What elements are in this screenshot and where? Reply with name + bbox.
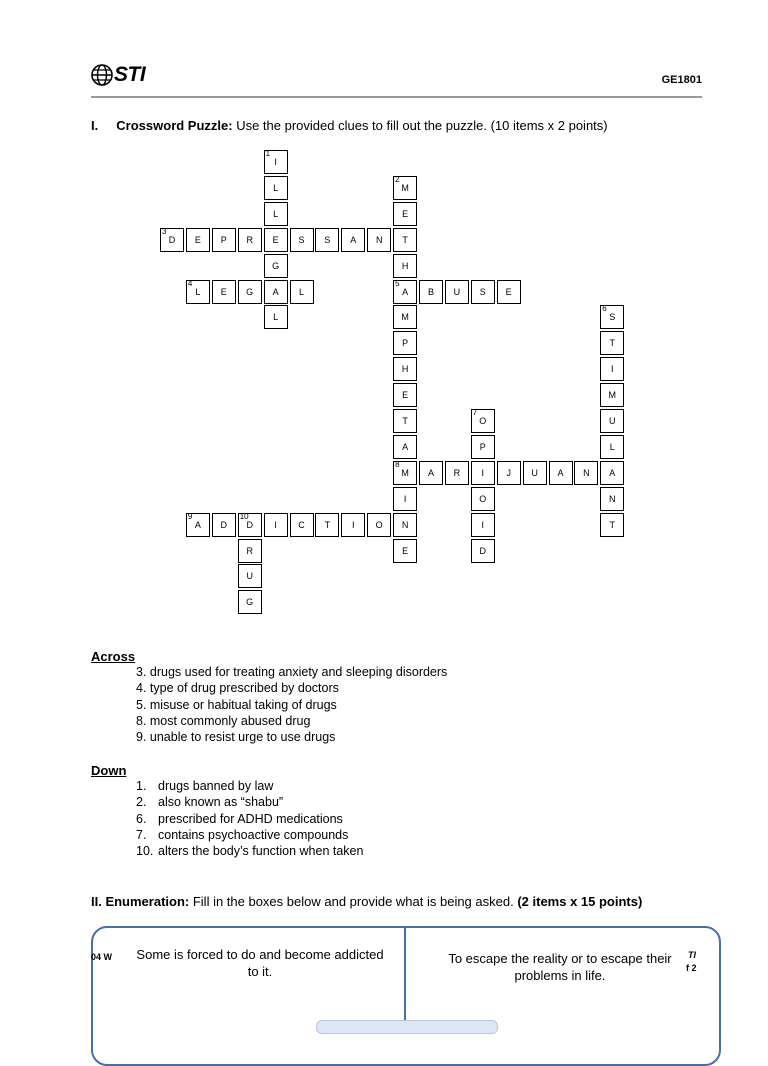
course-code: GE1801	[661, 74, 702, 86]
crossword-cell	[238, 564, 262, 588]
enumeration-right-answer: To escape the reality or to escape their problems in life.	[448, 951, 672, 983]
crossword-clue-number: 3	[162, 226, 167, 236]
crossword-letter: N	[375, 234, 383, 245]
across-clue: 9. unable to resist urge to use drugs	[136, 730, 336, 745]
crossword-letter: J	[506, 467, 511, 478]
crossword-cell	[393, 228, 417, 252]
crossword-letter: T	[324, 519, 331, 530]
crossword-cell	[549, 461, 573, 485]
crossword-cell	[393, 409, 417, 433]
down-heading: Down	[91, 763, 127, 778]
crossword-letter: R	[453, 467, 461, 478]
section2-title: II. Enumeration:	[91, 894, 190, 909]
crossword-cell	[290, 513, 314, 537]
crossword-cell	[393, 280, 417, 304]
crossword-letter: T	[609, 338, 616, 349]
crossword-letter: E	[505, 286, 512, 297]
crossword-letter: E	[402, 208, 409, 219]
crossword-letter: H	[401, 260, 409, 271]
crossword-cell	[523, 461, 547, 485]
crossword-cell	[600, 409, 624, 433]
crossword-clue-number: 8	[395, 459, 400, 469]
across-clue: 4. type of drug prescribed by doctors	[136, 681, 339, 696]
crossword-cell	[212, 280, 236, 304]
footer-fragment-right-top: TI	[688, 950, 696, 960]
down-clue: contains psychoactive compounds	[158, 827, 349, 842]
crossword-cell	[238, 228, 262, 252]
down-clue: alters the body’s function when taken	[158, 844, 364, 859]
crossword-cell	[212, 513, 236, 537]
crossword-letter: G	[246, 286, 254, 297]
crossword-letter: N	[609, 493, 616, 504]
crossword-cell	[264, 176, 288, 200]
crossword-cell	[290, 228, 314, 252]
crossword-cell	[341, 513, 365, 537]
crossword-letter: A	[557, 467, 564, 478]
crossword-letter: T	[609, 519, 616, 530]
crossword-cell	[264, 228, 288, 252]
crossword-cell	[471, 461, 495, 485]
crossword-cell	[471, 513, 495, 537]
crossword-cell	[471, 409, 495, 433]
crossword-cell	[290, 280, 314, 304]
crossword-letter: G	[272, 260, 280, 271]
crossword-cell	[600, 513, 624, 537]
crossword-cell	[393, 202, 417, 226]
crossword-letter: I	[274, 519, 277, 530]
crossword-cell	[367, 513, 391, 537]
crossword-letter: D	[168, 234, 176, 245]
crossword-cell	[600, 305, 624, 329]
crossword-letter: I	[403, 493, 407, 504]
crossword-letter: I	[611, 364, 614, 375]
crossword-cell	[186, 228, 210, 252]
crossword-clue-number: 5	[395, 278, 400, 288]
crossword-cell	[393, 305, 417, 329]
enumeration-divider	[404, 926, 406, 1024]
crossword-cell	[264, 305, 288, 329]
crossword-cell	[393, 383, 417, 407]
crossword-letter: L	[273, 312, 279, 323]
crossword-clue-number: 2	[395, 174, 400, 184]
crossword-letter: M	[401, 182, 409, 193]
crossword-cell	[600, 461, 624, 485]
section1-instruction: Use the provided clues to fill out the puzzle. (10 items x 2 points)	[232, 118, 608, 133]
crossword-letter: O	[375, 519, 383, 530]
crossword-cell	[419, 280, 443, 304]
crossword-letter: U	[531, 467, 538, 478]
crossword-cell	[600, 435, 624, 459]
crossword-letter: R	[246, 545, 253, 556]
crossword-letter: M	[608, 390, 617, 401]
crossword-cell	[315, 513, 339, 537]
crossword-cell	[393, 461, 417, 485]
crossword-cell	[264, 202, 288, 226]
down-clue-number: 7.	[136, 827, 147, 842]
enumeration-left-answer: Some is forced to do and become addicted to it.	[136, 947, 384, 979]
crossword-cell	[600, 331, 624, 355]
crossword-letter: T	[402, 416, 408, 426]
crossword-cell	[238, 539, 262, 563]
crossword-cell	[367, 228, 391, 252]
crossword-cell	[264, 513, 288, 537]
crossword-cell	[445, 280, 469, 304]
crossword-letter: O	[479, 416, 487, 426]
crossword-letter: B	[427, 286, 434, 297]
crossword-cell	[393, 254, 417, 278]
crossword-letter: D	[479, 545, 487, 556]
crossword-clue-number: 9	[187, 511, 193, 521]
crossword-letter: G	[246, 597, 254, 608]
crossword-cell	[238, 280, 262, 304]
crossword-clue-number: 7	[472, 408, 478, 417]
crossword-letter: L	[298, 286, 304, 297]
crossword-cell	[471, 487, 495, 511]
crossword-letter: O	[479, 493, 487, 504]
crossword-letter: I	[481, 467, 485, 478]
crossword-letter: N	[583, 467, 590, 478]
crossword-cell	[393, 539, 417, 563]
crossword-cell	[264, 280, 288, 304]
crossword-letter: S	[479, 286, 486, 297]
crossword-letter: E	[402, 390, 409, 401]
down-clue-number: 1.	[136, 779, 147, 793]
crossword-letter: E	[220, 286, 227, 297]
crossword-letter: P	[402, 338, 409, 349]
crossword-clue-number: 1	[265, 149, 271, 158]
crossword-cell	[186, 513, 210, 537]
crossword-cell	[471, 435, 495, 459]
crossword-cell	[497, 461, 521, 485]
across-clue: 3. drugs used for treating anxiety and sleeping disorders	[136, 665, 448, 679]
crossword-cell	[264, 254, 288, 278]
down-clue-number: 2.	[136, 795, 147, 810]
crossword-letter: A	[427, 467, 434, 478]
section2-heading	[91, 894, 642, 909]
down-clue-number: 6.	[136, 811, 147, 826]
across-clue: 8. most commonly abused drug	[136, 713, 311, 728]
crossword-cell	[600, 357, 624, 381]
crossword-letter: S	[298, 234, 305, 245]
crossword-cell	[393, 357, 417, 381]
bottom-tab	[316, 1020, 498, 1034]
footer-fragment-right-bottom: f 2	[686, 963, 697, 973]
crossword-letter: H	[401, 364, 409, 375]
crossword-letter: I	[352, 519, 355, 530]
crossword-clue-number: 10	[239, 511, 249, 521]
crossword-cell	[238, 513, 262, 537]
down-clue: also known as “shabu”	[158, 795, 284, 810]
logo-text: STI	[114, 63, 146, 86]
crossword-letter: I	[274, 157, 277, 167]
crossword-letter: A	[350, 234, 357, 245]
crossword-letter: L	[195, 286, 201, 297]
crossword-letter: M	[401, 312, 409, 323]
crossword-letter: D	[246, 519, 253, 530]
down-clue: prescribed for ADHD medications	[158, 811, 343, 826]
crossword-cell	[419, 461, 443, 485]
crossword-letter: C	[298, 519, 305, 530]
crossword-letter: I	[481, 519, 485, 530]
down-clue: drugs banned by law	[158, 779, 274, 793]
crossword-cell	[574, 461, 598, 485]
crossword-letter: S	[324, 234, 331, 245]
section2-points: (2 items x 15 points)	[517, 894, 643, 909]
crossword-cell	[186, 280, 210, 304]
crossword-letter: R	[246, 234, 253, 245]
crossword-cell	[600, 487, 624, 511]
crossword-cell	[471, 539, 495, 563]
crossword-cell	[238, 590, 262, 614]
section1-number: I.	[91, 118, 99, 133]
across-heading: Across	[91, 649, 136, 664]
crossword-letter: A	[609, 467, 616, 478]
crossword-cell	[393, 487, 417, 511]
section1-title: Crossword Puzzle:	[116, 118, 233, 133]
crossword-cell	[393, 176, 417, 200]
crossword-letter: E	[194, 234, 201, 245]
crossword-cell	[264, 150, 288, 174]
crossword-letter: L	[609, 441, 615, 452]
crossword-cell	[445, 461, 469, 485]
crossword-cell	[212, 228, 236, 252]
crossword-cell	[471, 280, 495, 304]
crossword-letter: E	[402, 545, 409, 556]
crossword-letter: N	[401, 519, 409, 530]
crossword-cell	[393, 513, 417, 537]
crossword-cell	[393, 435, 417, 459]
crossword-letter: U	[453, 286, 461, 297]
down-clue-number: 10.	[136, 844, 154, 859]
crossword-cell	[315, 228, 339, 252]
crossword-letter: P	[220, 234, 227, 245]
crossword-cell	[341, 228, 365, 252]
crossword-cell	[393, 331, 417, 355]
across-clue: 5. misuse or habitual taking of drugs	[136, 697, 337, 712]
crossword-letter: L	[273, 182, 279, 193]
footer-fragment-left: 04 W	[91, 952, 113, 962]
crossword-clue-number: 4	[187, 278, 193, 288]
crossword-letter: T	[402, 234, 408, 245]
crossword-letter: A	[272, 286, 279, 297]
crossword-letter: S	[609, 312, 616, 323]
crossword-letter: A	[402, 286, 409, 297]
crossword-clue-number: 6	[602, 304, 607, 314]
crossword-letter: L	[273, 208, 279, 219]
crossword-cell	[600, 383, 624, 407]
crossword-letter: A	[402, 441, 409, 452]
crossword-letter: U	[609, 416, 616, 426]
crossword-letter: D	[220, 519, 228, 530]
crossword-letter: P	[479, 441, 486, 452]
crossword-cell	[160, 228, 184, 252]
crossword-cell	[497, 280, 521, 304]
crossword-letter: E	[272, 234, 279, 245]
crossword-letter: M	[401, 467, 409, 478]
crossword-letter: U	[246, 571, 253, 582]
section2-instruction: Fill in the boxes below and provide what is being asked.	[189, 894, 518, 909]
crossword-letter: A	[194, 519, 201, 530]
